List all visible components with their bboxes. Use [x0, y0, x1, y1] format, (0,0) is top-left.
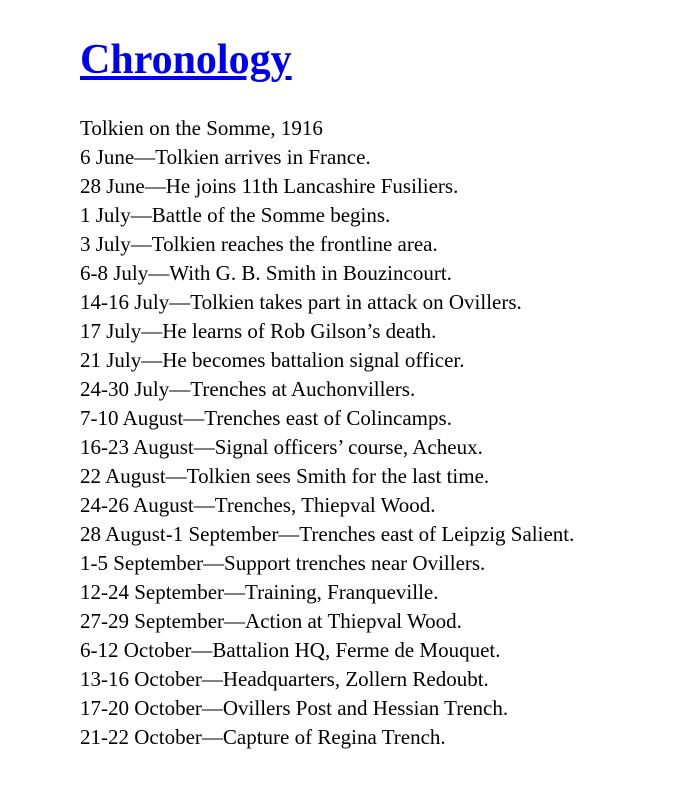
chronology-line: 22 August—Tolkien sees Smith for the last time.	[80, 464, 490, 489]
chronology-line: 28 August-1 September—Trenches east of Leipzig Salient.	[80, 522, 575, 547]
chronology-line: 17-20 October—Ovillers Post and Hessian Trench.	[80, 696, 509, 721]
chronology-line: 12-24 September—Training, Franqueville.	[80, 580, 439, 605]
chronology-line: 6-8 July—With G. B. Smith in Bouzincourt.	[80, 261, 452, 286]
chronology-line: 3 July—Tolkien reaches the frontline area.	[80, 232, 438, 257]
chronology-line: 6-12 October—Battalion HQ, Ferme de Mouquet.	[80, 638, 501, 663]
chronology-line: 24-30 July—Trenches at Auchonvillers.	[80, 377, 416, 402]
chronology-line: 13-16 October—Headquarters, Zollern Redoubt.	[80, 667, 489, 692]
chronology-line: 17 July—He learns of Rob Gilson’s death.	[80, 319, 437, 344]
chronology-title-link[interactable]: Chronology	[80, 37, 292, 83]
chronology-line: 21 July—He becomes battalion signal officer.	[80, 348, 465, 373]
chronology-line: 27-29 September—Action at Thiepval Wood.	[80, 609, 462, 634]
chronology-line: 28 June—He joins 11th Lancashire Fusiliers.	[80, 174, 459, 199]
page-title	[80, 36, 646, 84]
chronology-line: 6 June—Tolkien arrives in France.	[80, 145, 371, 170]
chronology-line: 1 July—Battle of the Somme begins.	[80, 203, 391, 228]
chronology-line: 7-10 August—Trenches east of Colincamps.	[80, 406, 452, 431]
chronology-heading: Tolkien on the Somme, 1916	[80, 116, 323, 141]
chronology-list	[80, 114, 646, 752]
chronology-line: 16-23 August—Signal officers’ course, Acheux.	[80, 435, 483, 460]
chronology-line: 14-16 July—Tolkien takes part in attack on Ovillers.	[80, 290, 522, 315]
chronology-line: 1-5 September—Support trenches near Ovillers.	[80, 551, 486, 576]
chronology-line: 24-26 August—Trenches, Thiepval Wood.	[80, 493, 436, 518]
chronology-line: 21-22 October—Capture of Regina Trench.	[80, 725, 446, 750]
